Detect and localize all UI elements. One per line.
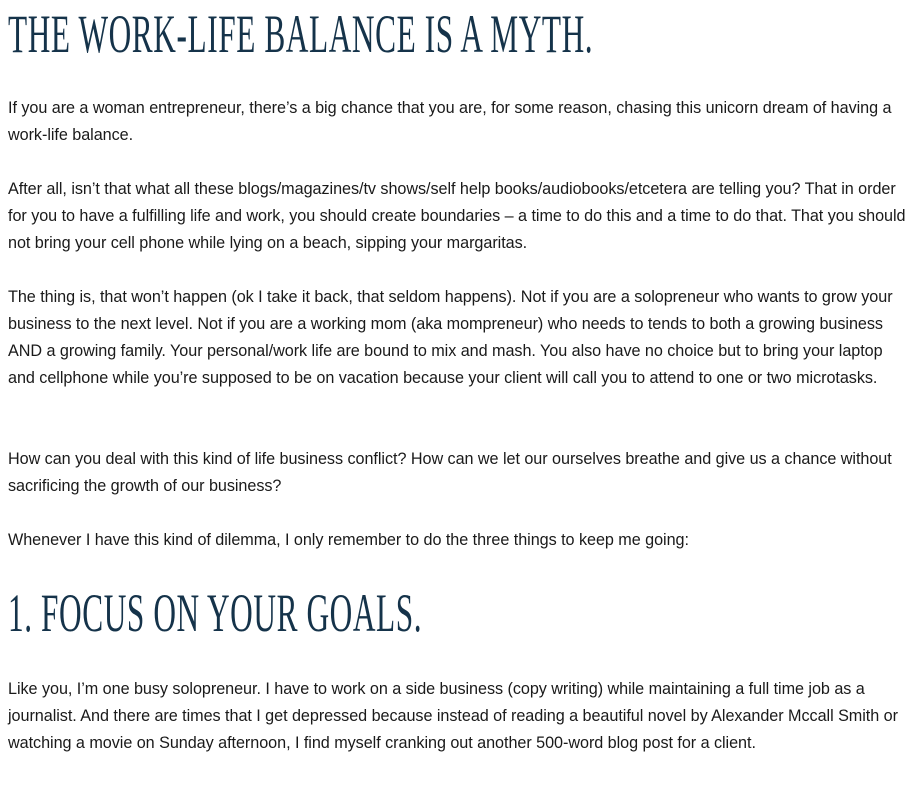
paragraph-focus-goals: Like you, I’m one busy solopreneur. I have to work on a side business (copy writing) while maintaining a full time job as a journalist. And there are times that I get depressed because instead of reading a beautiful novel by Alexander Mccall Smith or watching a movie on Sunday afternoon, I find myself cranking out another 500-word blog post for a client. [8,680,898,752]
paragraph-intro: If you are a woman entrepreneur, there’s a big chance that you are, for some reason, chasing this unicorn dream of having a work-life balance. [8,99,892,144]
paragraph-three-things: Whenever I have this kind of dilemma, I only remember to do the three things to keep me going: [8,531,689,549]
paragraph-reality: The thing is, that won’t happen (ok I take it back, that seldom happens). Not if you are a solopreneur who wants to grow your business to the next level. Not if you are a working mom (aka mompreneur) who needs to tends to both a growing business AND a growing family. Your personal/work life are bound to mix and mash. You also have no choice but to bring your laptop and cellphone while you’re supposed to be on vacation because your client will call you to attend to one or two microtasks. [8,288,893,387]
paragraph-boundaries: After all, isn’t that what all these blogs/magazines/tv shows/self help books/audiobooks/etcetera are telling you? That in order for you to have a fulfilling life and work, you should create boundaries – a time to do this and a time to do that. That you should not bring your cell phone while lying on a beach, sipping your margaritas. [8,180,906,252]
section-heading-focus-goals: 1. FOCUS ON YOUR GOALS. [8,583,423,643]
paragraph-question: How can you deal with this kind of life business conflict? How can we let our ourselves breathe and give us a chance without sacrificing the growth of our business? [8,450,892,495]
article-title: THE WORK-LIFE BALANCE IS A MYTH. [8,4,594,64]
